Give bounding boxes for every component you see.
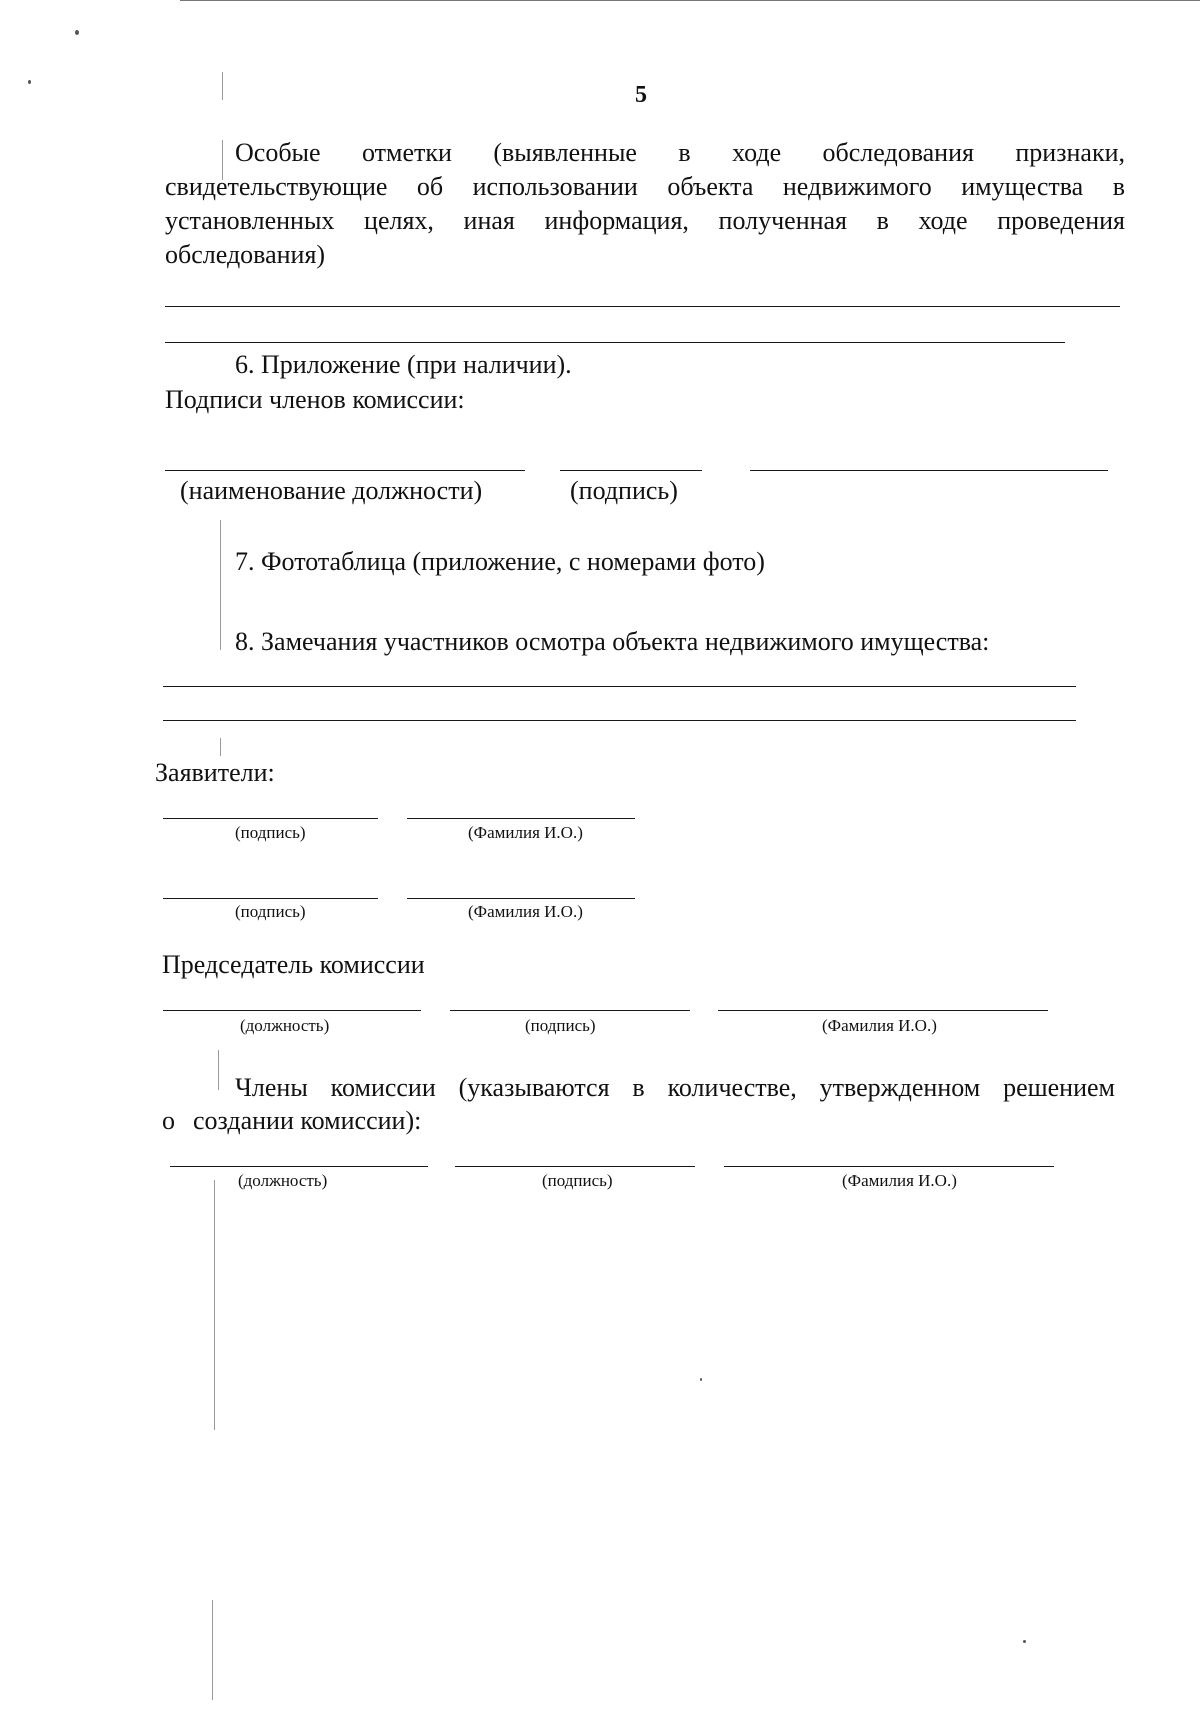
member-position-line[interactable] — [170, 1166, 428, 1167]
applicant-2-signature-line[interactable] — [163, 898, 378, 899]
applicant-1-name-caption: (Фамилия И.О.) — [468, 823, 583, 842]
remarks-line-1[interactable] — [163, 686, 1076, 687]
applicant-1-signature-caption: (подпись) — [235, 823, 306, 842]
scan-margin-mark — [218, 1050, 219, 1090]
item-7-phototable: 7. Фототаблица (приложение, с номерами фото) — [235, 547, 765, 576]
item-8-remarks: 8. Замечания участников осмотра объекта недвижимого имущества: — [235, 627, 990, 656]
signature-line[interactable] — [560, 470, 702, 471]
member-signature-line[interactable] — [455, 1166, 695, 1167]
applicant-1-signature-line[interactable] — [163, 818, 378, 819]
member-signature-caption: (подпись) — [542, 1171, 613, 1190]
applicants-label: Заявители: — [155, 758, 275, 787]
chairman-name-caption: (Фамилия И.О.) — [822, 1016, 937, 1035]
scan-margin-mark — [222, 72, 223, 100]
member-name-line[interactable] — [724, 1166, 1054, 1167]
scan-margin-mark — [214, 1180, 215, 1430]
applicant-2-signature-caption: (подпись) — [235, 902, 306, 921]
chairman-position-line[interactable] — [163, 1010, 421, 1011]
position-name-caption: (наименование должности) — [180, 476, 483, 505]
scan-speck — [75, 30, 79, 35]
member-name-caption: (Фамилия И.О.) — [842, 1171, 957, 1190]
scan-top-edge — [180, 0, 1200, 1]
notes-line-2[interactable] — [165, 342, 1065, 343]
notes-line-1[interactable] — [165, 306, 1120, 307]
scan-speck — [28, 80, 31, 84]
scan-speck — [1023, 1640, 1026, 1643]
applicant-1-name-line[interactable] — [407, 818, 635, 819]
commission-signatures-label: Подписи членов комиссии: — [165, 385, 465, 414]
remarks-line-2[interactable] — [163, 720, 1076, 721]
position-name-line[interactable] — [165, 470, 525, 471]
chairman-label: Председатель комиссии — [162, 950, 425, 979]
chairman-name-line[interactable] — [718, 1010, 1048, 1011]
scan-margin-mark — [220, 520, 221, 650]
item-6-appendix: 6. Приложение (при наличии). — [235, 350, 572, 379]
page-number: 5 — [635, 82, 647, 108]
special-notes-paragraph: Особые отметки (выявленные в ходе обследования признаки, свидетельствующие об использовании объекта недвижимого имущества в установленных целях, иная информация, полученная в ходе проведения обследования) — [165, 138, 1125, 269]
members-text-line-2 — [162, 1106, 421, 1136]
name-line[interactable] — [750, 470, 1108, 471]
members-text-o: о — [162, 1106, 175, 1135]
chairman-position-caption: (должность) — [240, 1016, 330, 1035]
member-position-caption: (должность) — [238, 1171, 328, 1190]
applicant-2-name-caption: (Фамилия И.О.) — [468, 902, 583, 921]
members-text-end: создании комиссии): — [193, 1106, 422, 1135]
chairman-signature-caption: (подпись) — [525, 1016, 596, 1035]
chairman-signature-line[interactable] — [450, 1010, 690, 1011]
scan-margin-mark — [220, 738, 221, 756]
scan-margin-mark — [222, 140, 223, 180]
signature-caption: (подпись) — [570, 476, 678, 505]
scan-speck — [700, 1378, 702, 1381]
members-text-line-1: Члены комиссии (указываются в количестве, утвержденном решением — [235, 1073, 1115, 1102]
scan-margin-mark — [212, 1600, 213, 1700]
applicant-2-name-line[interactable] — [407, 898, 635, 899]
